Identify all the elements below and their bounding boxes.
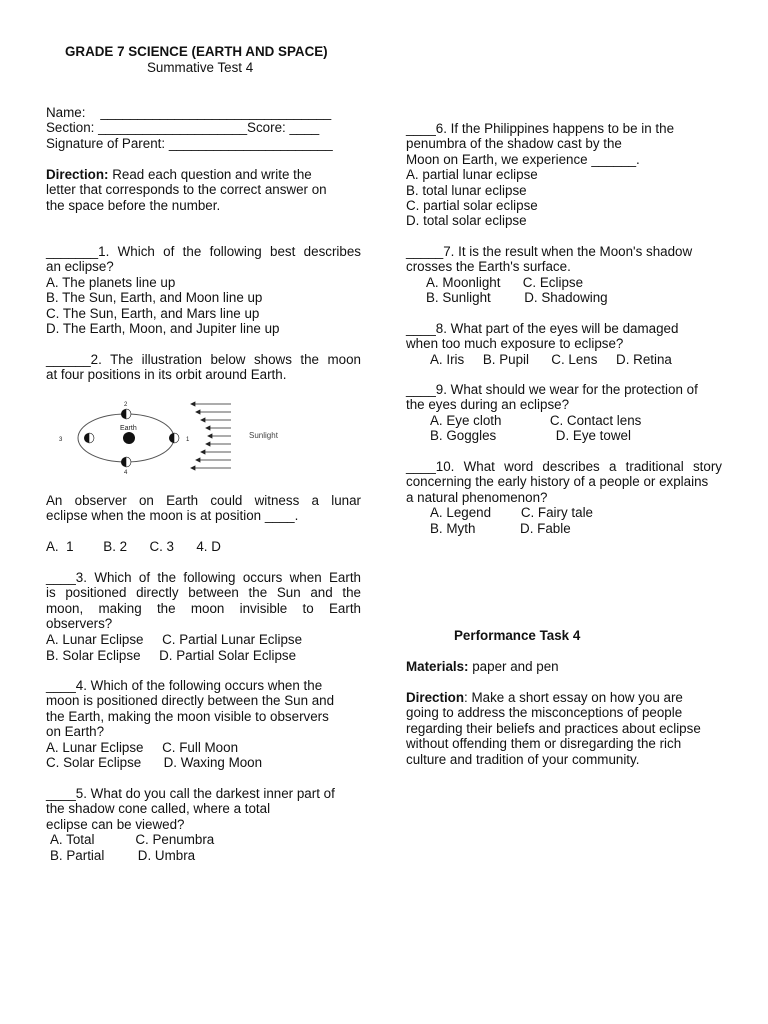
position-2-label: 2 <box>124 402 128 408</box>
question-5 <box>46 786 361 863</box>
name-field: Name: _______________________________ <box>46 105 332 120</box>
answer-option: A. Total C. Penumbra <box>50 832 215 848</box>
answer-option: A. partial lunar eclipse <box>406 167 538 183</box>
sunlight-label: Sunlight <box>249 431 278 440</box>
question-text: the Earth, making the moon visible to observers <box>46 708 329 724</box>
question-text: is positioned directly between the Sun and the <box>46 585 361 601</box>
answer-option: A. Eye cloth C. Contact lens <box>430 412 642 428</box>
question-text: observers? <box>46 616 113 632</box>
question-text: ____9. What should we wear for the protection of <box>406 382 698 397</box>
task-direction-line: without offending them or disregarding the rich <box>406 736 682 752</box>
question-text: ____5. What do you call the darkest inner part of <box>46 786 335 801</box>
direction-label: Direction: <box>46 167 109 182</box>
answer-option: B. The Sun, Earth, and Moon line up <box>46 290 263 306</box>
materials-text: paper and pen <box>468 659 559 674</box>
earth-label: Earth <box>120 425 137 432</box>
answer-options: A. 1 B. 2 C. 3 4. D <box>46 539 221 554</box>
position-4-label: 4 <box>124 470 128 474</box>
sunlight-arrows-icon <box>191 402 231 470</box>
task-direction-line: : Make a short essay on how you are <box>464 690 683 705</box>
question-3 <box>46 570 361 663</box>
task-direction-line: going to address the misconceptions of people <box>406 705 683 721</box>
question-text: concerning the early history of a people or explains <box>406 474 709 490</box>
materials-line <box>406 659 559 674</box>
question-text: penumbra of the shadow cast by the <box>406 136 622 152</box>
question-text: the shadow cone called, where a total <box>46 801 271 817</box>
question-text: an eclipse? <box>46 259 114 275</box>
answer-option: B. total lunar eclipse <box>406 182 527 198</box>
question-2-followup <box>46 493 361 524</box>
direction-block <box>46 167 361 213</box>
question-text: ____10. What word describes a traditional story <box>406 459 722 474</box>
question-text: moon is positioned directly between the Sun and <box>46 693 335 709</box>
parent-signature-field: Signature of Parent: ______________________ <box>46 136 333 151</box>
answer-option: A. Moonlight C. Eclipse <box>426 274 584 290</box>
position-3-label: 3 <box>59 437 63 443</box>
question-2 <box>46 352 361 383</box>
answer-option: A. Lunar Eclipse C. Partial Lunar Eclipse <box>46 631 303 647</box>
question-text: ____6. If the Philippines happens to be in the <box>406 121 675 136</box>
answer-option: A. The planets line up <box>46 274 176 290</box>
question-8 <box>406 321 722 367</box>
section-score-field: Section: ____________________Score: ____ <box>46 120 320 135</box>
question-9 <box>406 382 722 444</box>
test-title: GRADE 7 SCIENCE (EARTH AND SPACE) <box>65 44 328 59</box>
question-text: the eyes during an eclipse? <box>406 397 570 413</box>
question-text: crosses the Earth's surface. <box>406 259 571 275</box>
answer-option: C. partial solar eclipse <box>406 198 538 214</box>
test-subtitle: Summative Test 4 <box>147 60 254 75</box>
question-text: ______2. The illustration below shows the moon <box>46 352 361 367</box>
question-text: on Earth? <box>46 724 105 740</box>
answer-option: A. Iris B. Pupil C. Lens D. Retina <box>430 351 672 367</box>
earth-icon <box>123 432 135 444</box>
question-6 <box>406 121 722 229</box>
question-7 <box>406 244 722 306</box>
answer-option: D. total solar eclipse <box>406 213 527 229</box>
task-direction-line: regarding their beliefs and practices about eclipse <box>406 720 701 736</box>
answer-option: D. The Earth, Moon, and Jupiter line up <box>46 321 280 337</box>
answer-option: C. The Sun, Earth, and Mars line up <box>46 305 260 321</box>
direction-line: Read each question and write the <box>108 167 312 182</box>
performance-task-title: Performance Task 4 <box>454 628 581 643</box>
question-text: a natural phenomenon? <box>406 489 548 505</box>
question-text: _____7. It is the result when the Moon's shadow <box>406 244 693 259</box>
direction-line: letter that corresponds to the correct answer on <box>46 182 327 198</box>
task-direction-line: culture and tradition of your community. <box>406 751 640 767</box>
position-1-label: 1 <box>186 437 190 443</box>
answer-option: B. Partial D. Umbra <box>50 847 196 863</box>
question-text: moon, making the moon invisible to Earth <box>46 600 361 616</box>
question-text: eclipse when the moon is at position ____. <box>46 508 299 524</box>
question-text: at four positions in its orbit around Earth. <box>46 367 287 383</box>
question-text: ____8. What part of the eyes will be damaged <box>406 321 679 336</box>
direction-line: the space before the number. <box>46 197 221 213</box>
question-10 <box>406 459 722 536</box>
question-text: _______1. Which of the following best describes <box>46 244 361 259</box>
answer-option: B. Solar Eclipse D. Partial Solar Eclipse <box>46 648 297 664</box>
question-4 <box>46 678 361 770</box>
question-text: when too much exposure to eclipse? <box>406 336 624 352</box>
answer-option: A. Lunar Eclipse C. Full Moon <box>46 739 239 755</box>
question-text: Moon on Earth, we experience ______. <box>406 151 640 167</box>
question-text: An observer on Earth could witness a lunar <box>46 493 361 508</box>
task-direction <box>406 690 722 767</box>
answer-option: B. Sunlight D. Shadowing <box>426 290 608 306</box>
answer-option: B. Goggles D. Eye towel <box>430 428 631 444</box>
question-text: ____4. Which of the following occurs when the <box>46 678 323 693</box>
answer-option: C. Solar Eclipse D. Waxing Moon <box>46 755 263 771</box>
question-1 <box>46 244 361 336</box>
materials-label: Materials: <box>406 659 469 674</box>
moon-orbit-figure <box>56 396 306 474</box>
task-direction-label: Direction <box>406 690 465 705</box>
answer-option: B. Myth D. Fable <box>430 520 571 536</box>
question-text: eclipse can be viewed? <box>46 816 185 832</box>
answer-option: A. Legend C. Fairy tale <box>430 505 593 521</box>
question-text: ____3. Which of the following occurs when Earth <box>46 570 361 585</box>
